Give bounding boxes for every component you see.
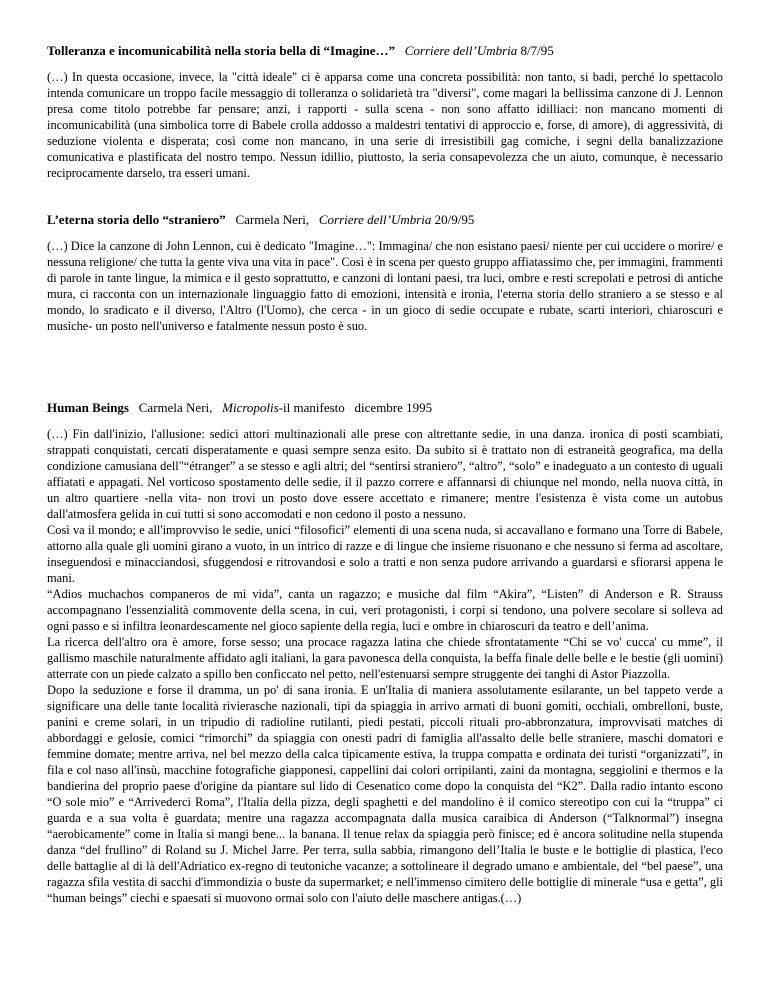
- review-article-1: [47, 43, 723, 181]
- article-heading: [47, 43, 723, 58]
- article-heading: [47, 400, 723, 415]
- article-paragraph: “Adios muchachos companeros de mi vida”, canta un ragazzo; e musiche dal film “Akira”, “Listen” di Anderson e R. Strauss accompagnano l'essenzialità commovente della scena, in cui, veri protagonisti, i corpi si tendono, una polvere secolare si solleva ad ogni passo e si infiltra leonardescamente nel gioco sapiente della regia, luci e ombre in chiaroscuri da teatro e dell’anima.: [47, 587, 723, 633]
- article-publication: Corriere dell’Umbria: [404, 43, 518, 58]
- article-body: [47, 238, 723, 334]
- article-title: L’eterna storia dello “straniero”: [47, 212, 226, 227]
- article-body: [47, 69, 723, 181]
- article-date: dicembre 1995: [354, 400, 433, 415]
- article-body: [47, 426, 723, 906]
- article-publication: Micropolis: [222, 400, 279, 415]
- article-paragraph: (…) Dice la canzone di John Lennon, cui è dedicato "Imagine…": Immagina/ che non esistano paesi/ niente per cui uccidere o morire/ e nessuna religione/ che tutta la gente viva una vita in pace". Così è in scena per questo gruppo affiatassimo che, per immagini, frammenti di parole in tante lingue, la mimica e il gesto soprattutto, e canzoni di lontani paesi, tra luci, ombre e resti screpolati e petrosi di antiche mura, ci racconta con un internazionale linguaggio fatto di emozioni, intensità e ironia, l'eterna storia dello straniero a se stesso e al mondo, lo sradicato e il diverso, l'Altro (l'Uomo), che cerca - in un gioco di sedie occupate e rubate, scarti interiori, chiaroscuri e musiche- un posto nell'universo e fatalmente nessun posto è suo.: [47, 239, 723, 333]
- article-date: 20/9/95: [434, 212, 475, 227]
- article-title: Human Beings: [47, 400, 129, 415]
- article-author: Carmela Neri,: [235, 212, 310, 227]
- article-publication-suffix: -il manifesto: [278, 400, 345, 415]
- article-title: Tolleranza e incomunicabilità nella storia bella di “Imagine…”: [47, 43, 395, 58]
- article-date: 8/7/95: [520, 43, 554, 58]
- article-author: Carmela Neri,: [138, 400, 213, 415]
- article-paragraph: Così va il mondo; e all'improvviso le sedie, unici “filosofici” elementi di una scena nuda, si accavallano e formano una Torre di Babele, attorno alla quale gli uomini girano a vuoto, in un intrico di razze e di lingue che insieme risuonano e che nessuno si ferma ad ascoltare, inseguendosi e minacciandosi, sfuggendosi e ritrovandosi e solo a tratti e non senza pudore arrivando a guardarsi e sfiorarsi appena le mani.: [47, 523, 723, 585]
- article-paragraph: (…) Fin dall'inizio, l'allusione: sedici attori multinazionali alle prese con altrettante sedie, in una danza. ironica di posti scambiati, strappati conquistati, cercati disperatamente e quasi sempre senza esito. Da subito si è trattato non di estraneità geografica, ma della condizione camusiana dell"“étranger” a se stesso e agli altri; del “sentirsi straniero”, “altro”, “solo” e inadeguato a un contesto di uguali affiatati e appagati. Nel vorticoso spostamento delle sedie, il il pazzo correre e affannarsi di chiunque nel mondo, nella nuova città, in un altro quartiere -nella vita- non trovi un posto dove essere accettato e rimanere; mentre l'esistenza è vista come un autobus dall'atmosfera gelida in cui tutti si sono accomodati e non cedono il posto a nessuno.: [47, 427, 723, 521]
- review-article-3: [47, 400, 723, 906]
- article-publication: Corriere dell’Umbria: [318, 212, 432, 227]
- article-paragraph: (…) In questa occasione, invece, la "città ideale" ci è apparsa come una concreta possibilità: non tanto, si badi, perché lo spettacolo intenda comunicare un troppo facile messaggio di tolleranza o solidarietà tra "diversi", come magari la bellissima canzone di J. Lennon presa come titolo potrebbe far pensare; anzi, i rapporti - sulla scena - non sono affatto idilliaci: non mancano momenti di incomunicabilità (una simbolica torre di Babele crolla addosso a maldestri tentativi di approccio e, forse, di amore), di aggressività, di seduzione violenta e disperata; così come non mancano, in una serie di irresistibili gag comiche, i segni della banalizzazione comunicativa e plastificata del nostro tempo. Nessun idillio, piuttosto, la seria consapevolezza che un aiuto, comunque, è necessario reciprocamente darselo, tra esseri umani.: [47, 70, 723, 180]
- article-heading: [47, 212, 723, 227]
- article-paragraph: La ricerca dell'altro ora è amore, forse sesso; una procace ragazza latina che chiede sfrontatamente “Chi se vo' cucca' cu mme”, il gallismo maschile naturalmente affidato agli italiani, la gara pavonesca della conquista, la beffa finale delle belle e le bestie (gli uomini) atterrate con un piede calzato a spillo ben conficcato nel petto, nell'estenuarsi sempre struggente dei tanghi di Astor Piazzolla.: [47, 635, 723, 681]
- review-article-2: [47, 212, 723, 334]
- article-paragraph: Dopo la seduzione e forse il dramma, un po' di sana ironia. E un'Italia di maniera assolutamente esilarante, un bel tappeto verde a significare una delle tante località rivierasche nazionali, tipi da spiaggia in arrivo armati di buoni gomiti, occhiali, ombrelloni, buste, panini e creme solari, in un tripudio di radioline rutilanti, piedi pestati, piccoli rituali pro-abbronzatura, improvvisati matches di abbordaggi e gelosie, comici “rimorchi” da spiaggia con onesti padri di famiglia all'assalto delle belle straniere, maschi domatori e femmine domate; mentre arriva, nel bel mezzo della calca tipicamente estiva, la truppa compatta e ordinata dei turisti “organizzati”, in fila e col naso all'insù, macchine fotografiche giapponesi, cappellini dai colori orripilanti, zaini da montagna, seggiolini e thermos e la bandierina del proprio paese d'origine da piantare sul lido di Cesenatico come dopo la conquista del “K2”. Dalla radio intanto escono “O sole mio” e “Arrivederci Roma”, l'Italia della pizza, degli spaghetti e del mandolino è il comico stereotipo con cui la “truppa” ci guarda e a sua volta è guardata; mentre una ragazza accompagnata dalla musica caraibica di Anderson (“Talknormal”) insegna “aerobicamente” come in Italia si mangi bene... la banana. Il tenue relax da spiaggia però finisce; ed è ancora solitudine nella stupenda danza “del frullino” di Roland su J. Michel Jarre. Per terra, sulla sabbia, rimangono dell’Italia le buste e le bottiglie di plastica, l'eco delle battaglie al di là dell'Adriatico ex-regno di teutoniche vacanze; a sottolineare il degrado umano e ambientale, del “bel paese”, una ragazza sfila vestita di sacchi d'immondizia o buste da supermarket; e nell'immenso cimitero delle bottiglie di minerale “usa e getta”, gli “human beings” ciechi e spaesati si muovono ormai solo con l'aiuto delle maschere antigas.(…): [47, 683, 723, 905]
